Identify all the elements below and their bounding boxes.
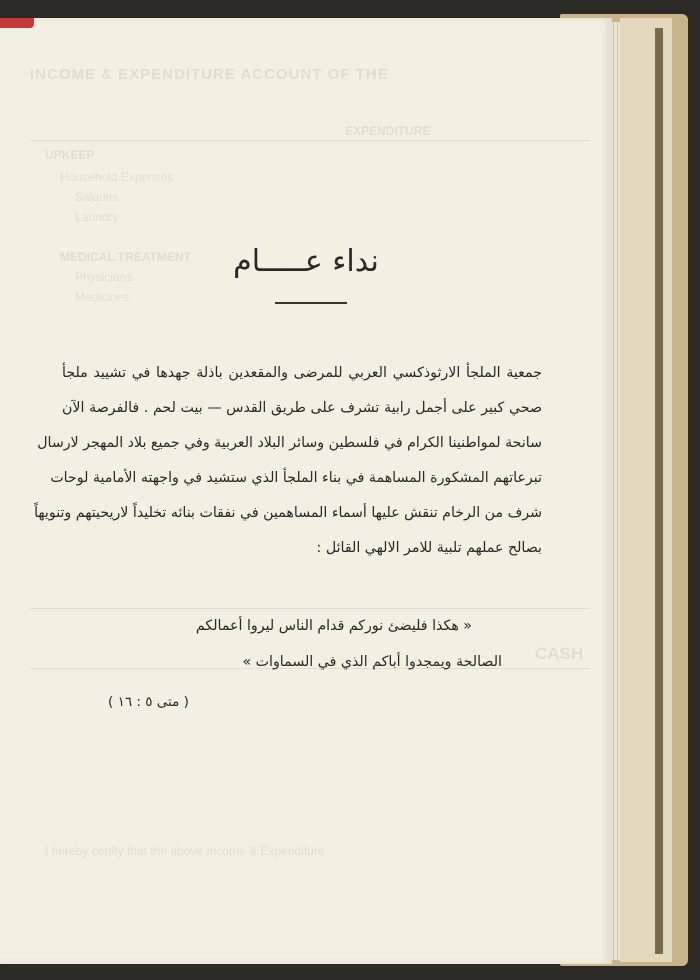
ghost-line: Household Expenses	[60, 170, 174, 184]
paragraph-line: جمعية الملجأ الارثوذكسي العربي للمرضى والمقعدين باذلة جهدها في تشييد ملجأ	[62, 365, 542, 381]
ghost-line: Laundry	[75, 210, 119, 224]
quote-line: « هكذا فليضئ نوركم قدام الناس ليروا أعمالكم	[195, 618, 472, 634]
ghost-line: Medicines	[75, 290, 130, 304]
scripture-quote	[62, 608, 502, 680]
page-title: نداء عـــــام	[233, 244, 379, 279]
scripture-reference: ( متى ٥ : ١٦ )	[108, 694, 189, 710]
title-underline	[275, 302, 347, 304]
printed-content	[0, 18, 612, 964]
paragraph-line: شرف من الرخام تنقش عليها أسماء المساهمين في نفقات بنائه تخليداً لاريحيتهم وتنويهاً	[34, 505, 542, 521]
document-page	[0, 18, 612, 964]
paragraph-line: سانحة لمواطنينا الكرام في فلسطين وسائر البلاد العربية وفي جميع بلاد المهجر لارسال	[37, 435, 542, 451]
ghost-line: EXPENDITURE	[345, 124, 431, 138]
ghost-line: CASH	[535, 644, 584, 663]
paragraph-line: صحي كبير على أجمل رابية تشرف على طريق القدس — بيت لحم . فالفرصة الآن	[62, 400, 542, 416]
quote-line: الصالحة ويمجدوا أباكم الذي في السماوات »	[242, 654, 502, 670]
book-spine-shadow	[655, 28, 663, 954]
paragraph-line: بصالح عملهم تلبية للامر الالهي القائل :	[316, 540, 542, 556]
ghost-line: I hereby certify that the above Income & Expenditure	[45, 844, 325, 858]
book-inner-board	[620, 18, 672, 962]
ghost-line: UPKEEP	[45, 148, 95, 162]
paragraph-line: تبرعاتهم المشكورة المساهمة في بناء الملجأ الذي ستشيد في واجهته الأمامية لوحات	[50, 470, 542, 486]
ghost-line: Salaries	[75, 190, 119, 204]
ghost-line: INCOME & EXPENDITURE ACCOUNT OF THE	[30, 66, 389, 83]
ghost-line: MEDICAL TREATMENT	[60, 250, 191, 264]
ghost-line: Physicians	[75, 270, 133, 284]
appeal-paragraph	[34, 356, 542, 566]
